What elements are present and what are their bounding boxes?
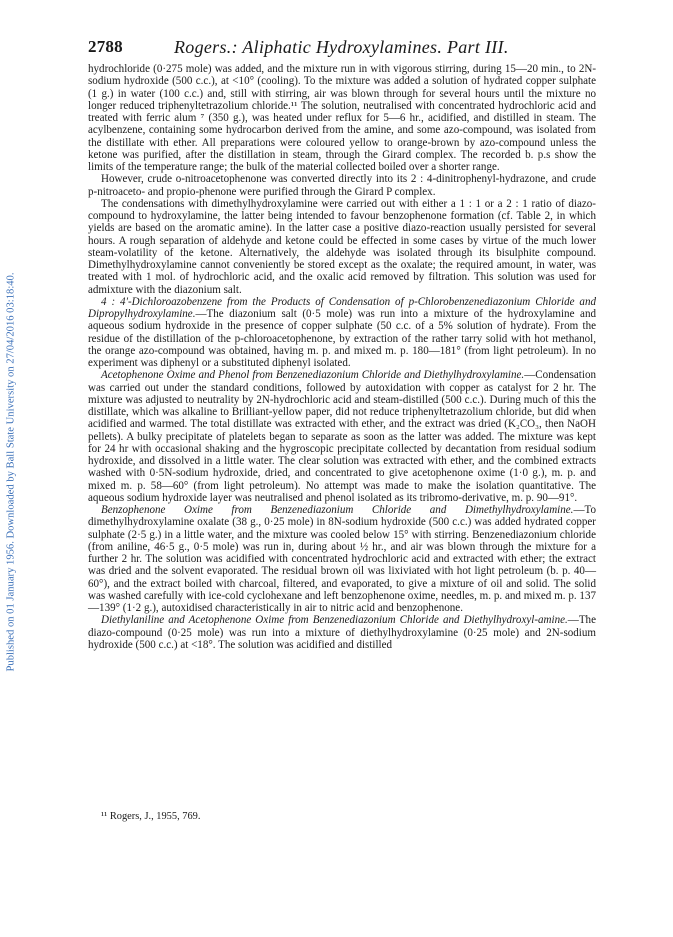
- section-text: —To dimethylhydroxylamine oxalate (38 g., 0·25 mole) in 8N-sodium hydroxide (500 c.c.) was added hydrated copper sulphate (2·5 g.) in a little water, and the mixture was cooled below 15° with stirring. Benzenediazonium chloride (from aniline, 46·5 g., 0·5 mole) was run in, during about ½ hr., and air was blown through the mixture for a further 2 hr. The solution was acidified with concentrated hydrochloric acid and extracted with ether; the extract was dried and the solvent evaporated. The residual brown oil was lixiviated with hot light petroleum (b. p. 40—60°), and the extract boiled with charcoal, filtered, and evaporated, to give a mixture of oil and solid. The solid was washed carefully with ice-cold cyclohexane and left benzophenone oxime, needles, m. p. and mixed m. p. 137—139° (1·2 g.), autoxidised characteristically in air to nitric acid and benzophenone.: [88, 504, 596, 614]
- footnote: ¹¹ Rogers, J., 1955, 769.: [101, 811, 201, 822]
- running-head: Rogers.: Aliphatic Hydroxylamines. Part III.: [174, 37, 509, 57]
- section-diethylaniline: [88, 614, 596, 651]
- paragraph-2: However, crude o-nitroacetophenone was converted directly into its 2 : 4-dinitrophenyl-hydrazone, and crude p-nitroaceto- and propio-phenone were purified through the Girard P complex.: [88, 173, 596, 198]
- section-heading: Diethylaniline and Acetophenone Oxime from Benzenediazonium Chloride and Diethylhydroxyl-amine.: [101, 614, 568, 627]
- section-heading: Acetophenone Oxime and Phenol from Benzenediazonium Chloride and Diethylhydroxylamine.: [101, 369, 525, 382]
- section-text: —Condensation was carried out under the standard conditions, followed by autoxidation with copper as catalyst for 2 hr. The mixture was adjusted to neutrality by 2N-hydrochloric acid and steam-distilled (500 c.c.). During much of this the distillate, which was alkaline to Brilliant-yellow paper, did not reduce triphenyltetrazolium chloride, but did when acidified and warmed. The total distillate was extracted with ether, and the extract was dried (K₂CO₃, then NaOH pellets). A bulky precipitate of platelets began to separate as soon as the latter was added. The mixture was kept for 24 hr with occasional shaking and the hygroscopic precipitate collected by decantation from residual sodium hydroxide, and dissolved in a little water. The clear solution was extracted with ether, and the combined extracts washed with 0·5N-sodium hydroxide, dried, and concentrated to give acetophenone oxime (1·0 g.), m. p. and mixed m. p. 58—60° (from light petroleum). No attempt was made to make the isolation quantitative. The aqueous sodium hydroxide layer was neutralised and phenol isolated as its tribromo-derivative, m. p. 90—91°.: [88, 369, 596, 504]
- section-benzophenone-oxime: [88, 504, 596, 614]
- section-dichloroazobenzene: [88, 296, 596, 370]
- article-body: [88, 63, 596, 651]
- paragraph-1: hydrochloride (0·275 mole) was added, and the mixture run in with vigorous stirring, during 15—20 min., to 2N-sodium hydroxide (500 c.c.), at <10° (cooling). To the mixture was added a solution of hydrated copper sulphate (1 g.) in water (100 c.c.) and, still with stirring, air was blown through for several hours until the mixture no longer reduced triphenyltetrazolium chloride.¹¹ The solution, neutralised with concentrated hydrochloric acid and treated with ferric alum ⁷ (350 g.), was heated under reflux for 5—6 hr., acidified, and distilled in steam. The acylbenzene, containing some hydrocarbon derived from the amine, and some azo-compound, was isolated from the distillate with ether. All preparations were coloured yellow to orange-brown by azo-compound unless the ketone was purified, after the distillation in steam, through the Girard complex. The recorded b. p.s show the limits of the temperature range; the bulk of the material collected boiled over a shorter range.: [88, 63, 596, 173]
- download-watermark: [0, 0, 22, 937]
- section-heading: Benzophenone Oxime from Benzenediazonium Chloride and Dimethylhydroxylamine.: [101, 504, 574, 516]
- page-number: 2788: [88, 37, 123, 56]
- paragraph-3: The condensations with dimethylhydroxylamine were carried out with either a 1 : 1 or a 2 : 1 ratio of diazo-compound to hydroxylamine, the latter being intended to favour benzophenone formation (cf. Table 2, in which yields are based on the aromatic amine). In the latter case a positive diazo-reaction usually persisted for several hours. A rough separation of aldehyde and ketone could be effected in some cases by virtue of the much lower steam-volatility of the ketone. Alternatively, the aldehyde was isolated through its bisulphite compound. Dimethylhydroxylamine cannot conveniently be stored except as the oxalate; the required amount, in water, was treated with 1 mol. of hydrochloric acid, and the oxalic acid removed by filtration. This solution was used for admixture with the diazonium salt.: [88, 197, 596, 296]
- section-acetophenone-oxime: [88, 369, 596, 504]
- section-text: —The diazo-compound (0·25 mole) was run into a mixture of diethylhydroxylamine (0·25 mole) and 2N-sodium hydroxide (500 c.c.) at <18°. The solution was acidified and distilled: [88, 614, 596, 651]
- page-header: [88, 37, 598, 59]
- section-heading: 4 : 4′-Dichloroazobenzene from the Products of Condensation of p-Chlorobenzenediazonium Chloride and Dipropylhydroxylamine.: [88, 295, 596, 320]
- watermark-text: Published on 01 January 1956. Downloaded by Ball State University on 27/04/2016 03:18:40.: [5, 272, 17, 672]
- section-text: —The diazonium salt (0·5 mole) was run into a mixture of the hydroxylamine and aqueous sodium hydroxide in the presence of copper sulphate (50 c.c. of a 5% solution of hydrate). From the residue of the distillation of the p-chloroacetophenone, by extraction of the rather tarry solid with hot methanol, the orange azo-compound was obtained, having m. p. and mixed m. p. 180—181° (from light petroleum). In no experiment was diphenyl or a substituted diphenyl isolated.: [88, 308, 596, 369]
